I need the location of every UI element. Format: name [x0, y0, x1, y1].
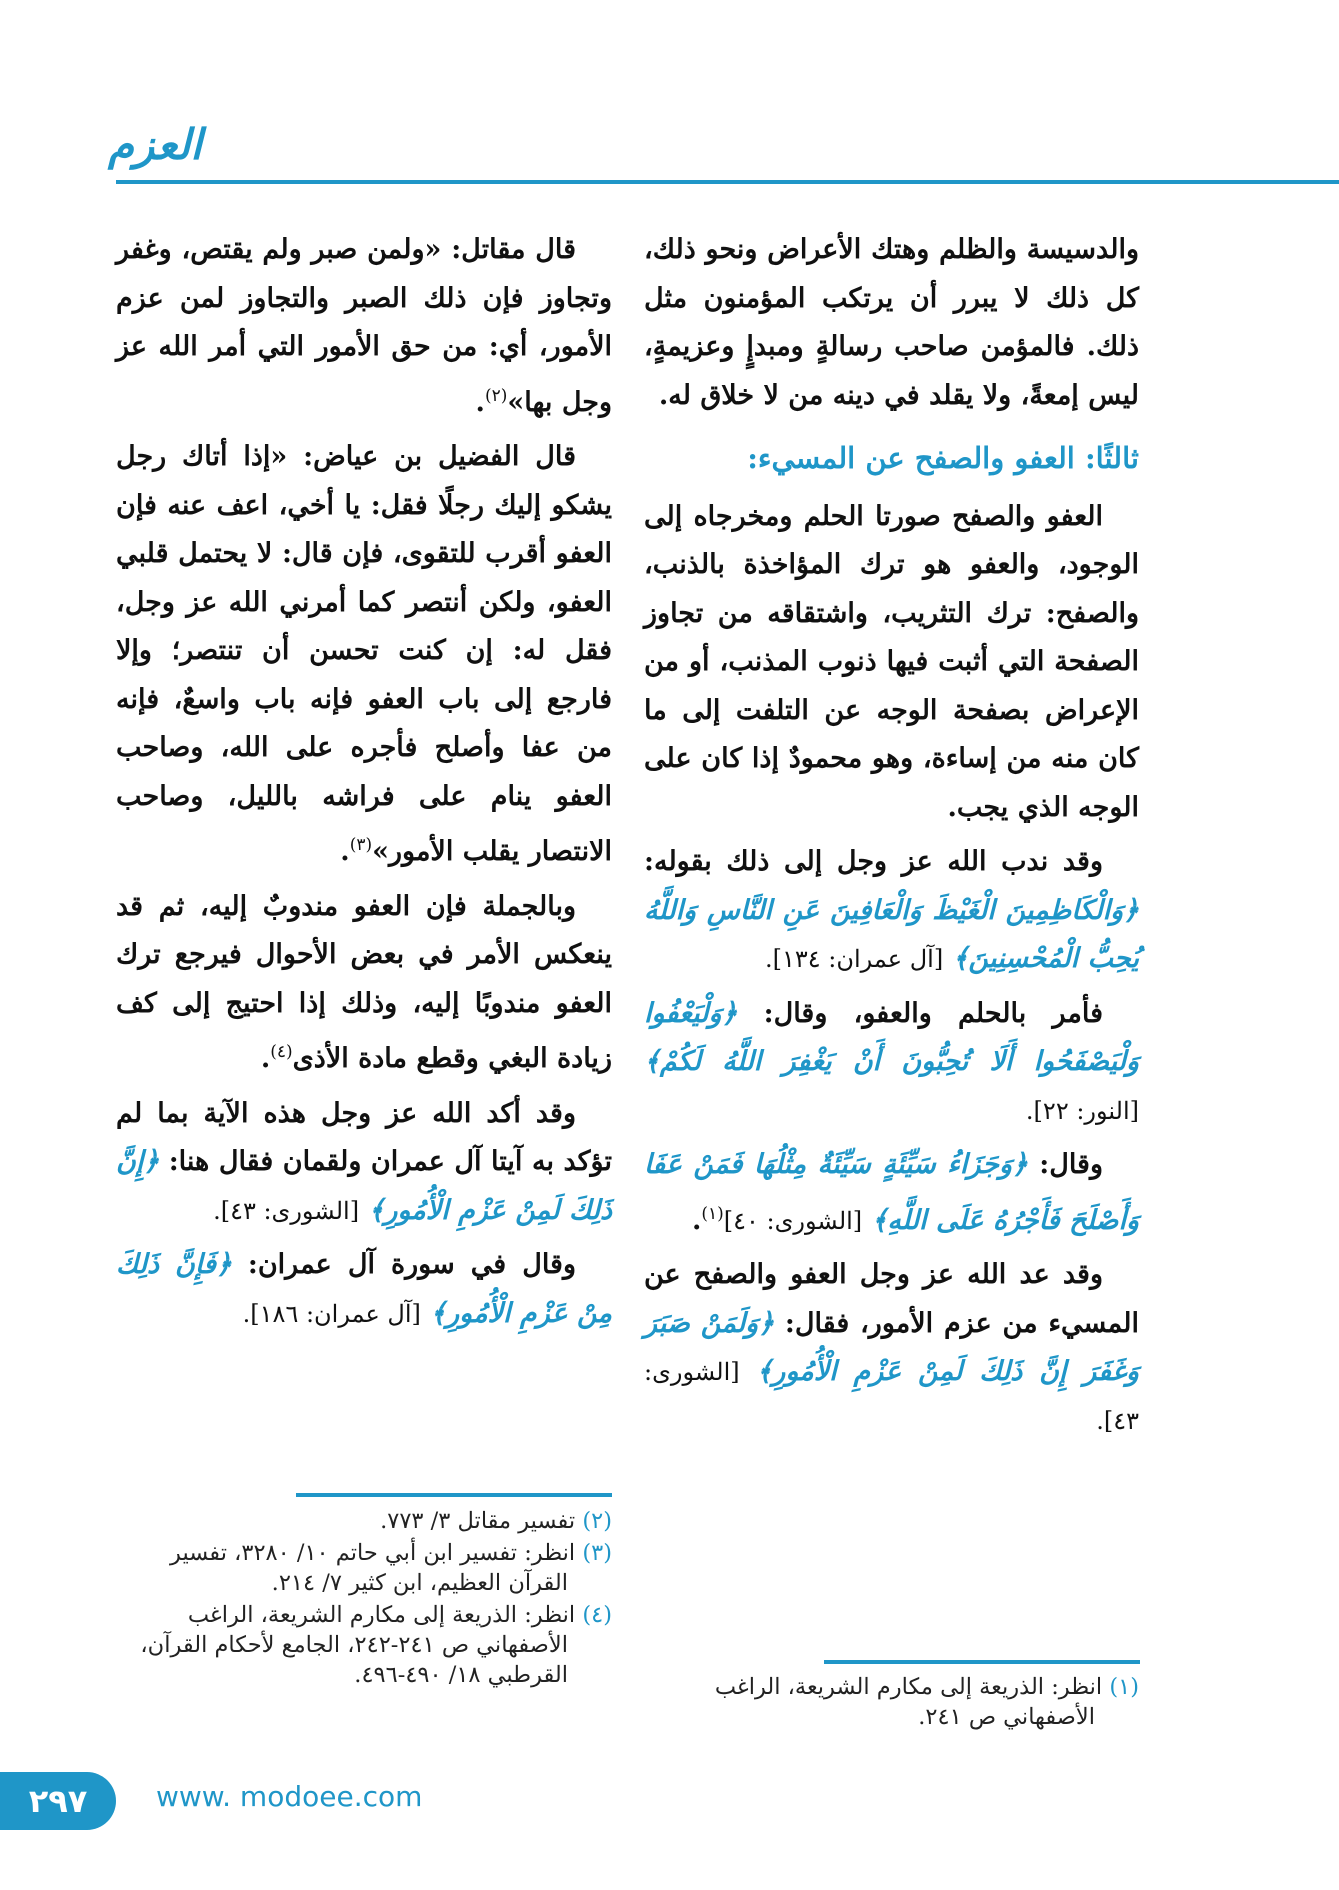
paragraph	[116, 883, 612, 1084]
footnote-rule	[296, 1493, 612, 1497]
footnotes-left	[116, 1506, 612, 1692]
quran-verse: ﴿إِنَّ ذَلِكَ لَمِنْ عَزْمِ الْأُمُورِ﴾	[116, 1146, 612, 1226]
quran-verse: ﴿وَالْكَاظِمِينَ الْغَيْظَ وَالْعَافِينَ عَنِ النَّاسِ وَاللَّهُ يُحِبُّ الْمُحْسِنِينَ﴾	[644, 894, 1139, 974]
verse-source: [آل عمران: ١٨٦].	[242, 1299, 421, 1328]
footnote	[116, 1506, 612, 1536]
verse-intro: وقال:	[1039, 1149, 1103, 1180]
verse-intro: وقد أكد الله عز وجل هذه الآية بما لم تؤكد به آيتا آل عمران ولقمان فقال هنا:	[116, 1097, 612, 1177]
running-header-title: العزم	[108, 120, 202, 169]
period: .	[475, 386, 485, 418]
quote-fudayl: قال الفضيل بن عياض: «إذا أتاك رجل يشكو إليك رجلًا فقل: يا أخي، اعف عنه فإن العفو أقرب للتقوى، فإن قال: لا يحتمل قلبي العفو، ولكن أنتصر كما أمرني الله عز وجل، فقل له: إن كنت تحسن أن تنتصر؛ وإلا فارجع إلى باب العفو فإنه باب واسعٌ، فإنه من عفا وأصلح فأجره على الله، وصاحب العفو ينام على فراشه بالليل، وصاحب الانتصار يقلب الأمور»	[116, 441, 612, 867]
quote-muqatil: قال مقاتل: «ولمن صبر ولم يقتص، وغفر وتجاوز فإن ذلك الصبر والتجاوز لمن عزم الأمور، أي: من حق الأمور التي أمر الله عز وجل بها»	[116, 234, 612, 418]
period: .	[691, 1204, 702, 1236]
footnote-rule	[824, 1660, 1140, 1664]
paragraph	[116, 226, 612, 427]
quran-verse: ﴿فَإِنَّ ذَلِكَ مِنْ عَزْمِ الْأُمُورِ﴾	[116, 1249, 612, 1329]
paragraph	[644, 1141, 1139, 1245]
verse-intro: وقد ندب الله عز وجل إلى ذلك بقوله:	[644, 846, 1103, 877]
paragraph	[644, 1251, 1139, 1445]
verse-source: [الشورى: ٤٣].	[644, 1358, 1139, 1435]
paragraph	[116, 1090, 612, 1236]
period: .	[260, 1043, 271, 1074]
paragraph: العفو والصفح صورتا الحلم ومخرجاه إلى الوجود، والعفو هو ترك المؤاخذة بالذنب، والصفح: ترك التثريب، واشتقاقه من تجاوز الصفحة التي أثبت فيها ذنوب المذنب، أو من الإعراض بصفحة الوجه عن التلفت إلى ما كان منه من إساءة، وهو محمودٌ إذا كان على الوجه الذي يجب.	[644, 500, 1139, 823]
quran-verse: ﴿وَجَزَاءُ سَيِّئَةٍ سَيِّئَةٌ مِثْلُهَا فَمَنْ عَفَا وَأَصْلَحَ فَأَجْرُهُ عَلَى اللَّهِ﴾	[644, 1149, 1139, 1236]
website-url[interactable]: www. modoee.com	[156, 1780, 423, 1813]
left-column	[116, 226, 612, 1344]
footnote-ref[interactable]: (٣)	[349, 835, 373, 855]
footnote-number: (٣)	[582, 1540, 612, 1566]
quran-verse: ﴿وَلَمَنْ صَبَرَ وَغَفَرَ إِنَّ ذَلِكَ لَمِنْ عَزْمِ الْأُمُورِ﴾	[644, 1307, 1139, 1387]
verse-intro: فأمر بالحلم والعفو، وقال:	[763, 997, 1103, 1029]
footnote	[644, 1672, 1139, 1732]
footnote-text: تفسير مقاتل ٣/ ٧٧٣.	[380, 1508, 576, 1534]
footnotes-right	[644, 1672, 1139, 1734]
footnote-text: انظر: تفسير ابن أبي حاتم ١٠/ ٣٢٨٠، تفسير القرآن العظيم، ابن كثير ٧/ ٢١٤.	[170, 1540, 576, 1596]
verse-source: [الشورى: ٤٠]	[723, 1206, 863, 1235]
verse-source: [الشورى: ٤٣].	[213, 1196, 360, 1225]
section-heading: ثالثًا: العفو والصفح عن المسيء:	[747, 441, 1139, 475]
verse-intro: وقال في سورة آل عمران:	[247, 1249, 577, 1280]
footnote-text: انظر: الذريعة إلى مكارم الشريعة، الراغب الأصفهاني ص ٢٤١.	[714, 1674, 1103, 1730]
footnote	[116, 1538, 612, 1598]
header-rule	[116, 180, 1339, 184]
footnote-ref[interactable]: (٢)	[484, 385, 508, 406]
footnote-ref[interactable]: (١)	[701, 1203, 724, 1224]
period: .	[340, 836, 350, 867]
quran-verse: ﴿وَلْيَعْفُوا وَلْيَصْفَحُوا أَلَا تُحِبُّونَ أَنْ يَغْفِرَ اللَّهُ لَكُمْ﴾	[644, 997, 1139, 1077]
footnote-ref[interactable]: (٤)	[270, 1042, 293, 1062]
paragraph	[116, 1241, 612, 1338]
footnote-text: انظر: الذريعة إلى مكارم الشريعة، الراغب الأصفهاني ص ٢٤١-٢٤٢، الجامع لأحكام القرآن، القرطبي ١٨/ ٤٩٠-٤٩٦.	[140, 1602, 576, 1688]
verse-source: [آل عمران: ١٣٤].	[764, 945, 944, 973]
verse-source: [النور: ٢٢].	[1025, 1096, 1139, 1125]
verse-intro: وقد عد الله عز وجل العفو والصفح عن المسيء من عزم الأمور، فقال:	[644, 1259, 1139, 1339]
paragraph-text: وبالجملة فإن العفو مندوبٌ إليه، ثم قد ينعكس الأمر في بعض الأحوال فيرجع ترك العفو مندوبًا إليه، وذلك إذا احتيج إلى كف زيادة البغي وقطع مادة الأذى	[116, 890, 612, 1074]
paragraph	[644, 990, 1139, 1136]
footnote	[116, 1600, 612, 1690]
paragraph	[644, 838, 1139, 984]
footnote-number: (٢)	[582, 1508, 612, 1534]
paragraph	[116, 433, 612, 877]
paragraph: والدسيسة والظلم وهتك الأعراض ونحو ذلك، كل ذلك لا يبرر أن يرتكب المؤمنون مثل ذلك. فالمؤمن صاحب رسالةٍ ومبدإٍ وعزيمةٍ، ليس إمعةً، ولا يقلد في دينه من لا خلاق له.	[644, 234, 1139, 411]
footnote-number: (١)	[1109, 1674, 1139, 1700]
footnote-number: (٤)	[582, 1602, 612, 1628]
right-column	[644, 226, 1139, 1451]
page-number: ٢٩٧	[0, 1772, 116, 1830]
